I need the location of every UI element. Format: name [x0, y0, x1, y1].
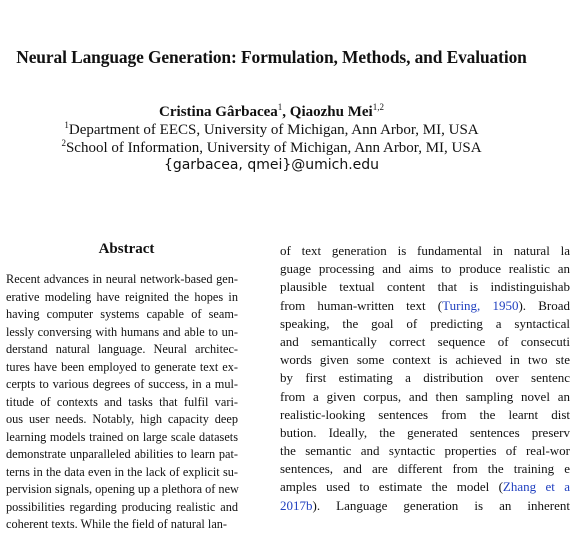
abstract-line: cerpts to various degrees of success, in a mul-	[6, 376, 238, 394]
affiliation-line	[0, 122, 543, 139]
affiliation-text: School of Information, University of Michigan, Ann Arbor, MI, USA	[66, 140, 482, 156]
body-text: speaking, the goal of predicting a syntactical	[280, 316, 570, 331]
body-text: words given some context is achieved in two ste	[280, 352, 570, 367]
author-name: Cristina Gârbacea	[159, 104, 278, 120]
author-affiliation-mark: 1	[278, 102, 283, 112]
body-line	[280, 388, 570, 406]
author-affiliation-mark: 1,2	[373, 102, 384, 112]
body-line	[280, 242, 570, 260]
author-list	[0, 104, 543, 121]
body-line	[280, 497, 570, 515]
body-line	[280, 351, 570, 369]
abstract-line: erative modeling have reignited the hopes in	[6, 289, 238, 307]
body-line	[280, 460, 570, 478]
author-separator: ,	[282, 104, 290, 120]
abstract-line: terns in the data even in the lack of explicit su-	[6, 464, 238, 482]
affiliation-mark: 1	[64, 120, 69, 130]
body-text: from a given corpus, and then sampling novel an	[280, 389, 570, 404]
paper-title: Neural Language Generation: Formulation, Methods, and Evaluation	[0, 47, 543, 68]
body-text: and semantically correct sequence of consecuti	[280, 334, 570, 349]
body-line	[280, 333, 570, 351]
author-emails: {garbacea, qmei}@umich.edu	[0, 157, 543, 173]
body-text: ). Broad	[518, 298, 570, 313]
body-line	[280, 442, 570, 460]
abstract-line: ous user needs. Notably, high capacity deep	[6, 411, 238, 429]
abstract-line: lessly conversing with humans and able to un-	[6, 324, 238, 342]
body-line	[280, 369, 570, 387]
abstract-line: Recent advances in neural network-based gen-	[6, 271, 238, 289]
abstract-line: learning models trained on large scale datasets	[6, 429, 238, 447]
abstract-line: coherent texts. While the field of natural lan-	[6, 516, 238, 534]
body-text: guage processing and aims to produce realistic an	[280, 261, 570, 276]
affiliation-mark: 2	[61, 138, 66, 148]
author-name: Qiaozhu Mei	[290, 104, 373, 120]
body-line	[280, 278, 570, 296]
introduction-body	[280, 242, 570, 515]
citation-link[interactable]: Zhang et a	[503, 479, 570, 494]
body-text: sentences, and are different from the training e	[280, 461, 570, 476]
body-line	[280, 406, 570, 424]
body-text: the semantic and syntactic properties of real-wor	[280, 443, 570, 458]
body-line	[280, 260, 570, 278]
abstract-line: pervision signals, opening up a plethora of new	[6, 481, 238, 499]
abstract-line: demonstrate unparalleled abilities to learn pat-	[6, 446, 238, 464]
body-line	[280, 315, 570, 333]
body-text: bution. Ideally, the generated sentences preserv	[280, 425, 570, 440]
body-line	[280, 424, 570, 442]
abstract-line: having computer systems capable of seam-	[6, 306, 238, 324]
citation-link[interactable]: Turing, 1950	[442, 298, 518, 313]
body-text: from human-written text (	[280, 298, 442, 313]
body-text: ). Language generation is an inherent	[313, 498, 570, 513]
body-text: of text generation is fundamental in natural la	[280, 243, 570, 258]
body-text: realistic-looking sentences from the learnt dist	[280, 407, 570, 422]
abstract-heading: Abstract	[6, 241, 247, 258]
citation-link[interactable]: 2017b	[280, 498, 313, 513]
abstract-line: derstand natural language. Neural architec-	[6, 341, 238, 359]
abstract-body	[6, 271, 238, 534]
body-text: plausible textual content that is indistinguishab	[280, 279, 570, 294]
affiliation-text: Department of EECS, University of Michigan, Ann Arbor, MI, USA	[69, 122, 479, 138]
affiliation-line	[0, 140, 543, 157]
body-text: amples used to estimate the model (	[280, 479, 503, 494]
body-line	[280, 297, 570, 315]
abstract-line: titude of contexts and tasks that fulfil vari-	[6, 394, 238, 412]
abstract-line: possibilities regarding producing realistic and	[6, 499, 238, 517]
abstract-line: tures have been employed to generate text ex-	[6, 359, 238, 377]
body-line	[280, 478, 570, 496]
body-text: by first estimating a distribution over sentenc	[280, 370, 570, 385]
